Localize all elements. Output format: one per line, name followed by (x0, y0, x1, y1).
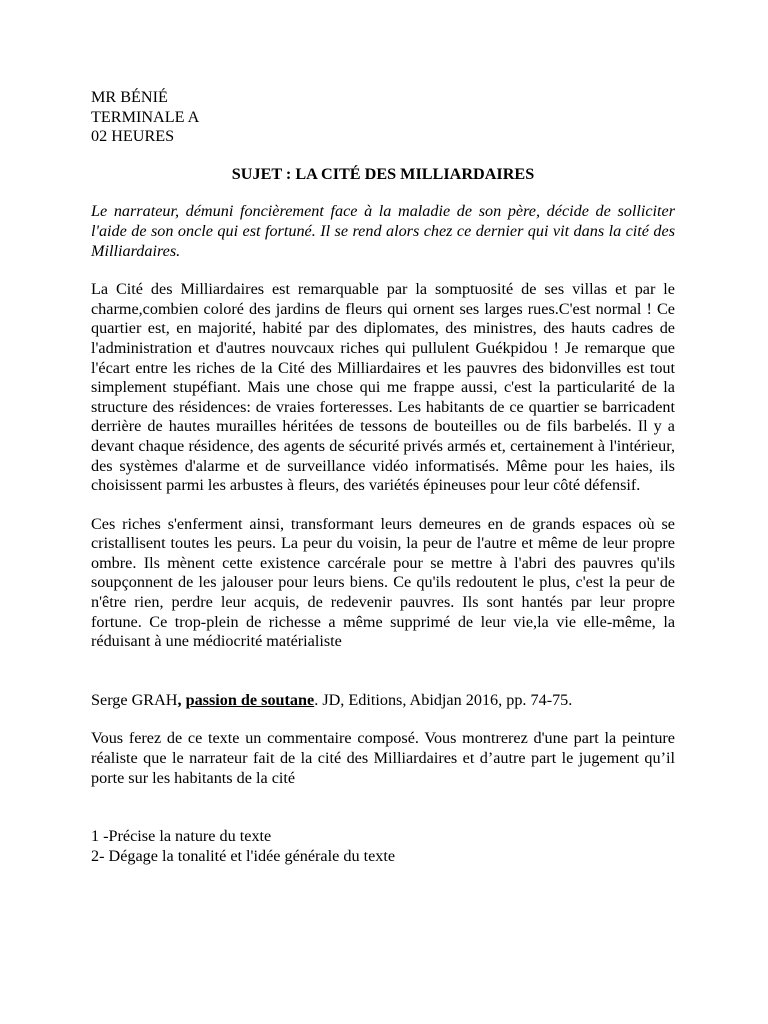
source-details: . JD, Editions, Abidjan 2016, pp. 74-75. (314, 690, 573, 709)
teacher-name: MR BÉNIÉ (91, 88, 168, 106)
class-name: TERMINALE A (91, 107, 200, 126)
task-instructions: Vous ferez de ce texte un commentaire composé. Vous montrerez d'une part la peinture réaliste que le narrateur fait de la cité des Milliardaires et d’autre part le jugement qu’il porte sur les habitants de la cité (91, 729, 675, 787)
question-list (91, 827, 675, 866)
source-comma: , (177, 690, 182, 709)
exam-header (91, 88, 675, 147)
exam-title: SUJET : LA CITÉ DES MILLIARDAIRES (231, 164, 535, 183)
source-work-title (186, 691, 315, 709)
exam-page (91, 88, 675, 866)
intro-paragraph: Le narrateur, démuni foncièrement face à la maladie de son père, décide de solliciter l'aide de son oncle qui est fortuné. Il se rend alors chez ce dernier qui vit dans la cité des Milliardaires. (91, 202, 675, 260)
source-citation (91, 691, 675, 711)
source-author: Serge GRAH (91, 690, 178, 709)
question-2: 2- Dégage la tonalité et l'idée générale du texte (91, 846, 396, 865)
exam-duration: 02 HEURES (91, 127, 175, 146)
text-paragraph-2: Ces riches s'enferment ainsi, transformant leurs demeures en de grands espaces où se cristallisent toutes les peurs. La peur du voisin, la peur de l'autre et même de leur propre ombre. Ils mènent cette existence carcérale pour se mettre à l'abri des pauvres qu'ils soupçonnent de les jalouser pour leurs biens. Ce qu'ils redoutent le plus, c'est la peur de n'être rien, perdre leur acquis, de redevenir pauvres. Ils sont hantés par leur propre fortune. Ce trop-plein de richesse a même supprimé de leur vie,la vie elle-même, la réduisant à une médiocrité matérialiste (91, 514, 675, 651)
source-work-title-text: passion de soutane (185, 690, 315, 709)
question-1: 1 -Précise la nature du texte (91, 827, 272, 846)
text-paragraph-1: La Cité des Milliardaires est remarquable par la somptuosité de ses villas et par le charme,combien coloré des jardins de fleurs qui ornent ses larges rues.C'est normal ! Ce quartier est, en majorité, habité par des diplomates, des ministres, des hauts cadres de l'administration et d'autres nouvcaux riches qui pullulent Guékpidou ! Je remarque que l'écart entre les riches de la Cité des Milliardaires et les pauvres des bidonvilles est tout simplement stupéfiant. Mais une chose qui me frappe aussi, c'est la particularité de la structure des résidences: de vraies forteresses. Les habitants de ce quartier se barricadent derrière de hautes murailles héritées de tessons de bouteilles ou de fils barbelés. Il y a devant chaque résidence, des agents de sécurité privés armés et, certainement à l'intérieur, des systèmes d'alarme et de surveillance vidéo informatisés. Même pour les haies, ils choisissent parmi les arbustes à fleurs, des variétés épineuses pour leur côté défensif. (91, 280, 675, 495)
